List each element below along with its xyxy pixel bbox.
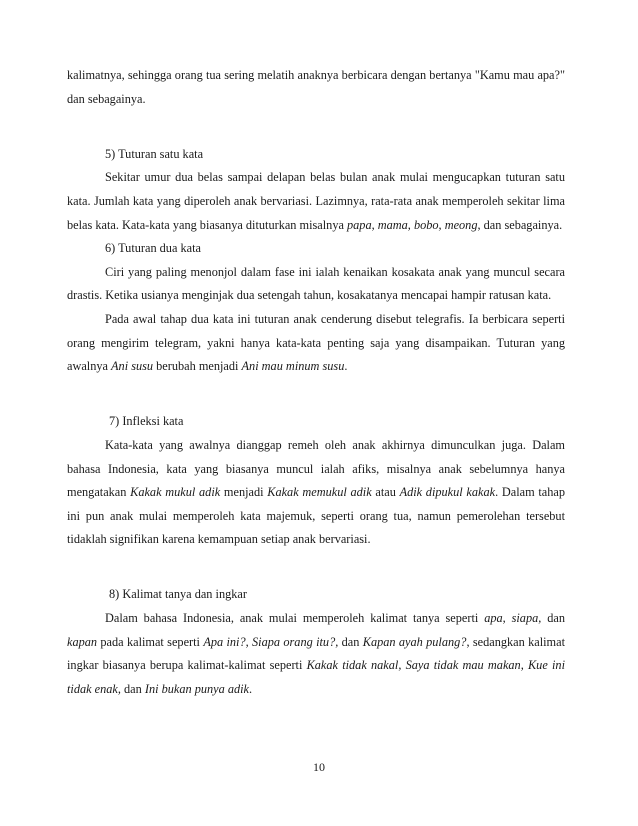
italic-example-text: apa, siapa, xyxy=(484,611,542,626)
paragraph-infleksi xyxy=(67,434,565,552)
italic-example-text: Apa ini?, Siapa orang itu?, xyxy=(203,634,339,649)
italic-example-text: Ini bukan punya adik xyxy=(144,681,250,696)
text-segment: kalimatnya, sehingga orang tua sering melatih anaknya berbicara dengan bertanya "Kamu mau apa?" dan sebagainya. xyxy=(67,68,565,106)
paragraph-dua-kata-1 xyxy=(67,261,565,308)
text-segment: 5) Tuturan satu kata xyxy=(105,146,204,161)
text-segment: Pada awal tahap dua kata ini tuturan anak cenderung disebut telegrafis. Ia berbicara seperti orang mengirim telegram, yakni hanya kata-kata penting saja yang disampaikan. Tuturan yang awalnya xyxy=(67,311,565,374)
text-segment: atau xyxy=(371,485,400,500)
text-segment: berubah menjadi xyxy=(153,359,242,374)
text-segment: 6) Tuturan dua kata xyxy=(105,241,201,256)
italic-example-text: Kakak tidak nakal, Saya tidak mau makan, Kue ini tidak enak, xyxy=(67,658,565,696)
text-segment: pada kalimat seperti xyxy=(97,634,204,649)
heading-tuturan-dua-kata xyxy=(67,237,565,261)
text-segment: Kata-kata yang awalnya dianggap remeh oleh anak akhirnya dimunculkan juga. Dalam bahasa Indonesia, kata yang biasanya muncul ialah afiks, misalnya anak sebelumnya hanya mengatakan xyxy=(67,437,565,500)
italic-example-text: papa, mama, bobo, meong xyxy=(347,217,478,232)
text-segment: dan xyxy=(338,634,363,649)
paragraph-kalimat-tanya xyxy=(67,607,565,701)
text-segment: . Dalam tahap ini pun anak mulai memperoleh kata majemuk, seperti orang tua, namun pemerolehan tersebut tidaklah signifikan karena kemampuan setiap anak bervariasi. xyxy=(67,485,565,547)
italic-example-text: Kakak mukul adik xyxy=(130,485,221,500)
heading-tuturan-satu-kata xyxy=(67,143,565,167)
text-segment: 7) Infleksi kata xyxy=(109,414,184,429)
text-segment: Ciri yang paling menonjol dalam fase ini ialah kenaikan kosakata anak yang muncul secara drastis. Ketika usianya menginjak dua setengah tahun, kosakatanya mencapai hampir ratusan kata. xyxy=(67,264,565,303)
page-number: 10 xyxy=(313,760,325,774)
heading-infleksi-kata xyxy=(67,410,565,434)
italic-example-text: Ani susu xyxy=(111,359,154,374)
text-segment: Sekitar umur dua belas sampai delapan belas bulan anak mulai mengucapkan tuturan satu kata. Jumlah kata yang diperoleh anak bervariasi. Lazimnya, rata-rata anak memperoleh sekitar lima belas kata. Kata-kata yang biasanya dituturkan misalnya xyxy=(67,170,565,232)
text-segment: . xyxy=(344,359,348,374)
heading-kalimat-tanya xyxy=(67,583,565,607)
text-segment: , dan sebagainya. xyxy=(477,217,563,232)
text-segment: dan xyxy=(120,681,145,696)
italic-example-text: Kakak memukul adik xyxy=(267,485,372,500)
text-segment: . xyxy=(249,681,253,696)
text-segment: menjadi xyxy=(220,485,268,500)
paragraph-continued xyxy=(67,64,565,111)
italic-example-text: Ani mau minum susu xyxy=(241,359,345,374)
italic-example-text: Adik dipukul kakak xyxy=(399,485,496,500)
paragraph-dua-kata-2 xyxy=(67,308,565,379)
italic-example-text: Kapan ayah pulang? xyxy=(362,634,467,649)
text-segment: , sedangkan kalimat ingkar biasanya berupa kalimat-kalimat seperti xyxy=(67,634,565,673)
page-body xyxy=(67,64,565,701)
paragraph-satu-kata xyxy=(67,166,565,237)
italic-example-text: kapan xyxy=(67,634,98,649)
text-segment: dan xyxy=(541,611,565,626)
text-segment: 8) Kalimat tanya dan ingkar xyxy=(109,587,247,602)
text-segment: Dalam bahasa Indonesia, anak mulai memperoleh kalimat tanya seperti xyxy=(105,611,485,626)
